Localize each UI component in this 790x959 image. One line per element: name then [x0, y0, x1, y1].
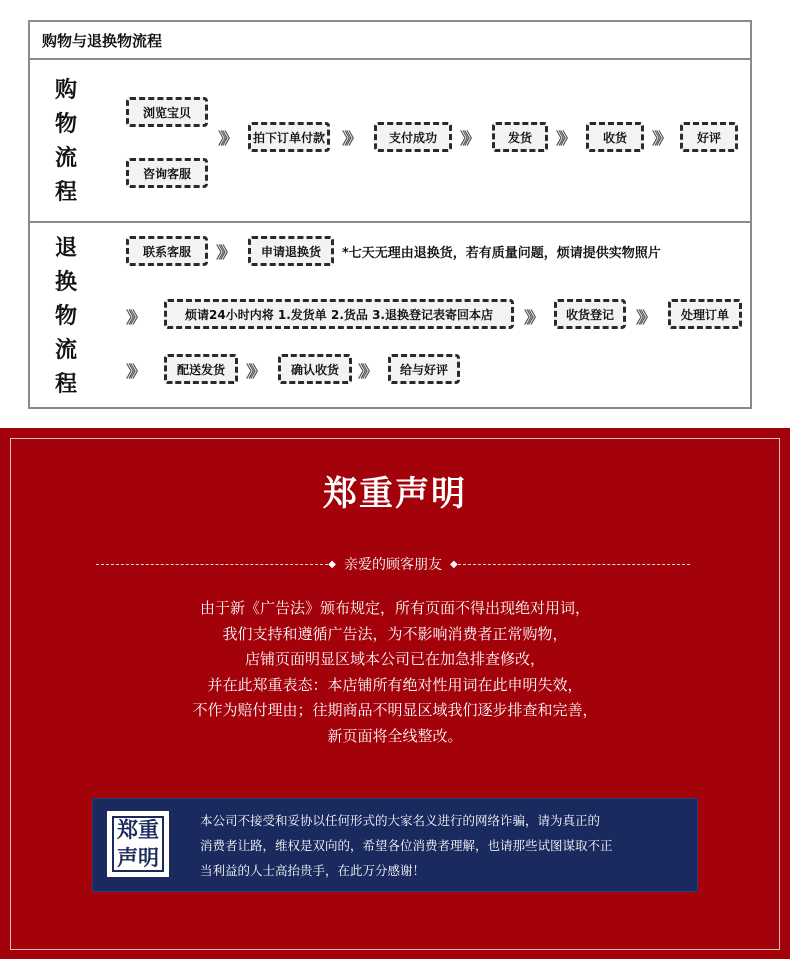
paragraph-line: 不作为赔付理由；往期商品不明显区域我们逐步排查和完善， [192, 701, 598, 719]
statement-paragraph [0, 596, 790, 749]
notice-line: 本公司不接受和妥协以任何形式的大家名义进行的网络诈骗，请为真正的 [200, 813, 601, 828]
return-note: *七天无理由退换货，若有质量问题，烦请提供实物照片 [342, 246, 661, 261]
statement-panel [0, 428, 790, 959]
step-order-pay: 拍下订单付款 [248, 122, 330, 152]
step-deliver: 配送发货 [164, 354, 238, 384]
step-payment-success: 支付成功 [374, 122, 452, 152]
step-apply-return: 申请退换货 [248, 236, 334, 266]
step-send-back: 烦请24小时内将 1.发货单 2.货品 3.退换登记表寄回本店 [164, 299, 514, 329]
returns-flow-title: 退换物流程 [54, 236, 77, 397]
step-receive: 收货 [586, 122, 644, 152]
arrow-icon: 》》 [636, 307, 653, 327]
arrow-icon: 》》 [524, 307, 541, 327]
arrow-icon: 》》 [246, 361, 263, 381]
paragraph-line: 店铺页面明显区域本公司已在加急排查修改， [244, 650, 545, 668]
notice-line: 消费者让路，维权是双向的，希望各位消费者理解，也请那些试图谋取不正 [200, 838, 613, 853]
diamond-icon: ◆ [450, 558, 458, 570]
notice-line: 当利益的人士高抬贵手，在此万分感谢！ [200, 863, 426, 878]
paragraph-line: 并在此郑重表态：本店铺所有绝对性用词在此申明失效， [207, 675, 583, 694]
step-process-order: 处理订单 [668, 299, 742, 329]
statement-badge [107, 811, 169, 877]
badge-line: 郑重 [117, 818, 159, 842]
step-receipt-register: 收货登记 [554, 299, 626, 329]
badge-line: 声明 [117, 846, 159, 870]
arrow-icon: 》》 [342, 128, 359, 148]
statement-title: 郑重声明 [323, 474, 467, 514]
step-confirm-receipt: 确认收货 [278, 354, 352, 384]
notice-text [200, 808, 680, 883]
arrow-icon: 》》 [358, 361, 375, 381]
greeting-text: 亲爱的顾客朋友 [344, 557, 442, 573]
paragraph-line: 我们支持和遵循广告法，为不影响消费者正常购物， [222, 624, 568, 643]
step-ship: 发货 [492, 122, 548, 152]
greeting-row [96, 554, 690, 574]
arrow-icon: 》》 [126, 307, 143, 327]
flow-panel [28, 20, 752, 409]
step-contact-service: 联系客服 [126, 236, 208, 266]
arrow-icon: 》》 [460, 128, 477, 148]
arrow-icon: 》》 [126, 361, 143, 381]
section-divider [30, 221, 750, 223]
dashed-divider [96, 564, 328, 565]
flow-header: 购物与退换物流程 [30, 22, 750, 60]
paragraph-line: 由于新《广告法》颁布规定，所有页面不得出现绝对用词， [199, 599, 590, 617]
shopping-flow-title: 购物流程 [54, 78, 77, 205]
arrow-icon: 》》 [652, 128, 669, 148]
dashed-divider [458, 564, 690, 565]
paragraph-line: 新页面将全线整改。 [327, 726, 463, 745]
arrow-icon: 》》 [556, 128, 573, 148]
step-good-review: 好评 [680, 122, 738, 152]
badge-border [112, 816, 164, 872]
step-give-review: 给与好评 [388, 354, 460, 384]
diamond-icon: ◆ [328, 558, 336, 570]
step-browse: 浏览宝贝 [126, 97, 208, 127]
step-consult: 咨询客服 [126, 158, 208, 188]
anti-fraud-notice [92, 798, 698, 892]
arrow-icon: 》》 [218, 128, 235, 148]
arrow-icon: 》》 [216, 242, 233, 262]
